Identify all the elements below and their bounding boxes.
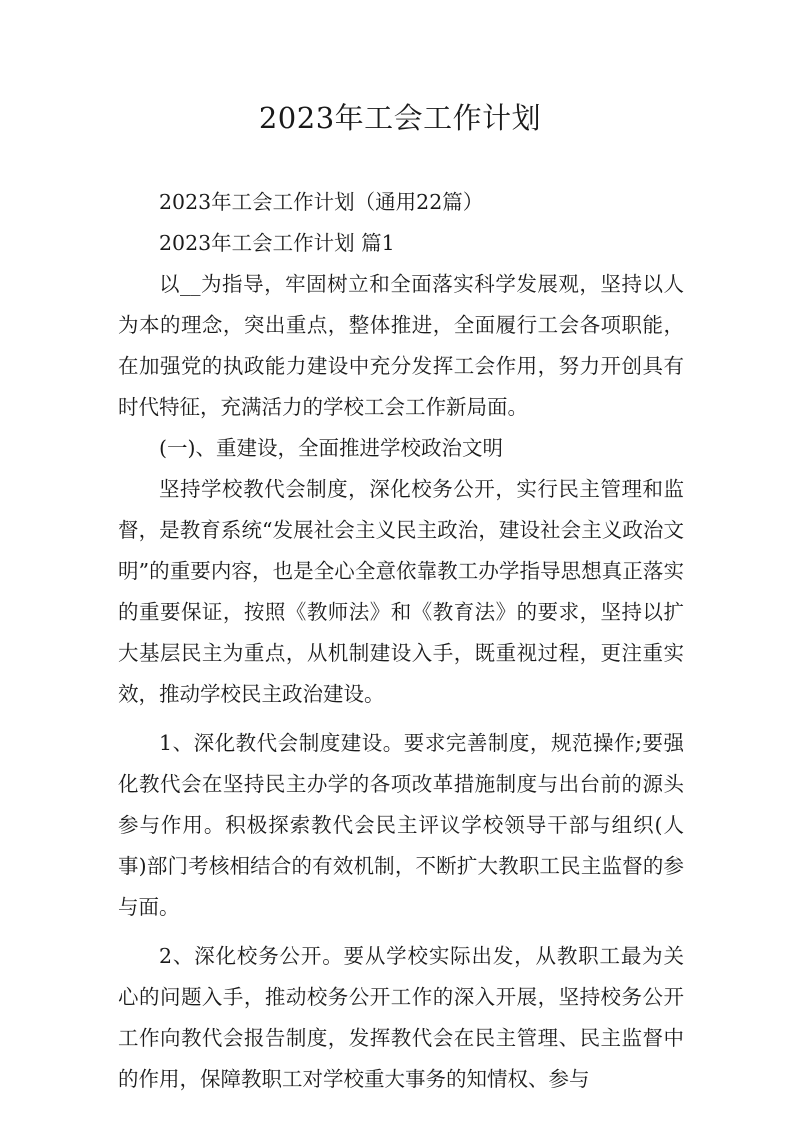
document-title: 2023年工会工作计划 — [258, 101, 542, 135]
body-paragraph: 坚持学校教代会制度，深化校务公开，实行民主管理和监督，是教育系统“发展社会主义民主政治，建设社会主义政治文明”的重要内容，也是全心全意依靠教工办学指导思想真正落实的重要保证，按照《教师法》和《教育法》的要求，坚持以扩大基层民主为重点，从机制建设入手，既重视过程，更注重实效，推动学校民主政治建设。 — [118, 477, 684, 706]
body-paragraph: 以__为指导，牢固树立和全面落实科学发展观，坚持以人为本的理念，突出重点，整体推进，全面履行工会各项职能，在加强党的执政能力建设中充分发挥工会作用，努力开创具有时代特征，充满活力的学校工会工作新局面。 — [118, 272, 684, 419]
subtitle-paragraph: 2023年工会工作计划（通用22篇） — [159, 190, 484, 214]
body-paragraph: 1、深化教代会制度建设。要求完善制度，规范操作;要强化教代会在坚持民主办学的各项改革措施制度与出台前的源头参与作用。积极探索教代会民主评议学校领导干部与组织(人事)部门考核相结合的有效机制，不断扩大教职工民主监督的参与面。 — [118, 731, 684, 919]
section-heading: (一)、重建设，全面推进学校政治文明 — [159, 436, 503, 460]
body-paragraph: 2、深化校务公开。要从学校实际出发，从教职工最为关心的问题入手，推动校务公开工作的深入开展，坚持校务公开工作向教代会报告制度，发挥教代会在民主管理、民主监督中的作用，保障教职工对学校重大事务的知情权、参与 — [118, 944, 684, 1091]
section-heading: 2023年工会工作计划 篇1 — [159, 231, 395, 255]
document-body — [118, 182, 684, 1100]
